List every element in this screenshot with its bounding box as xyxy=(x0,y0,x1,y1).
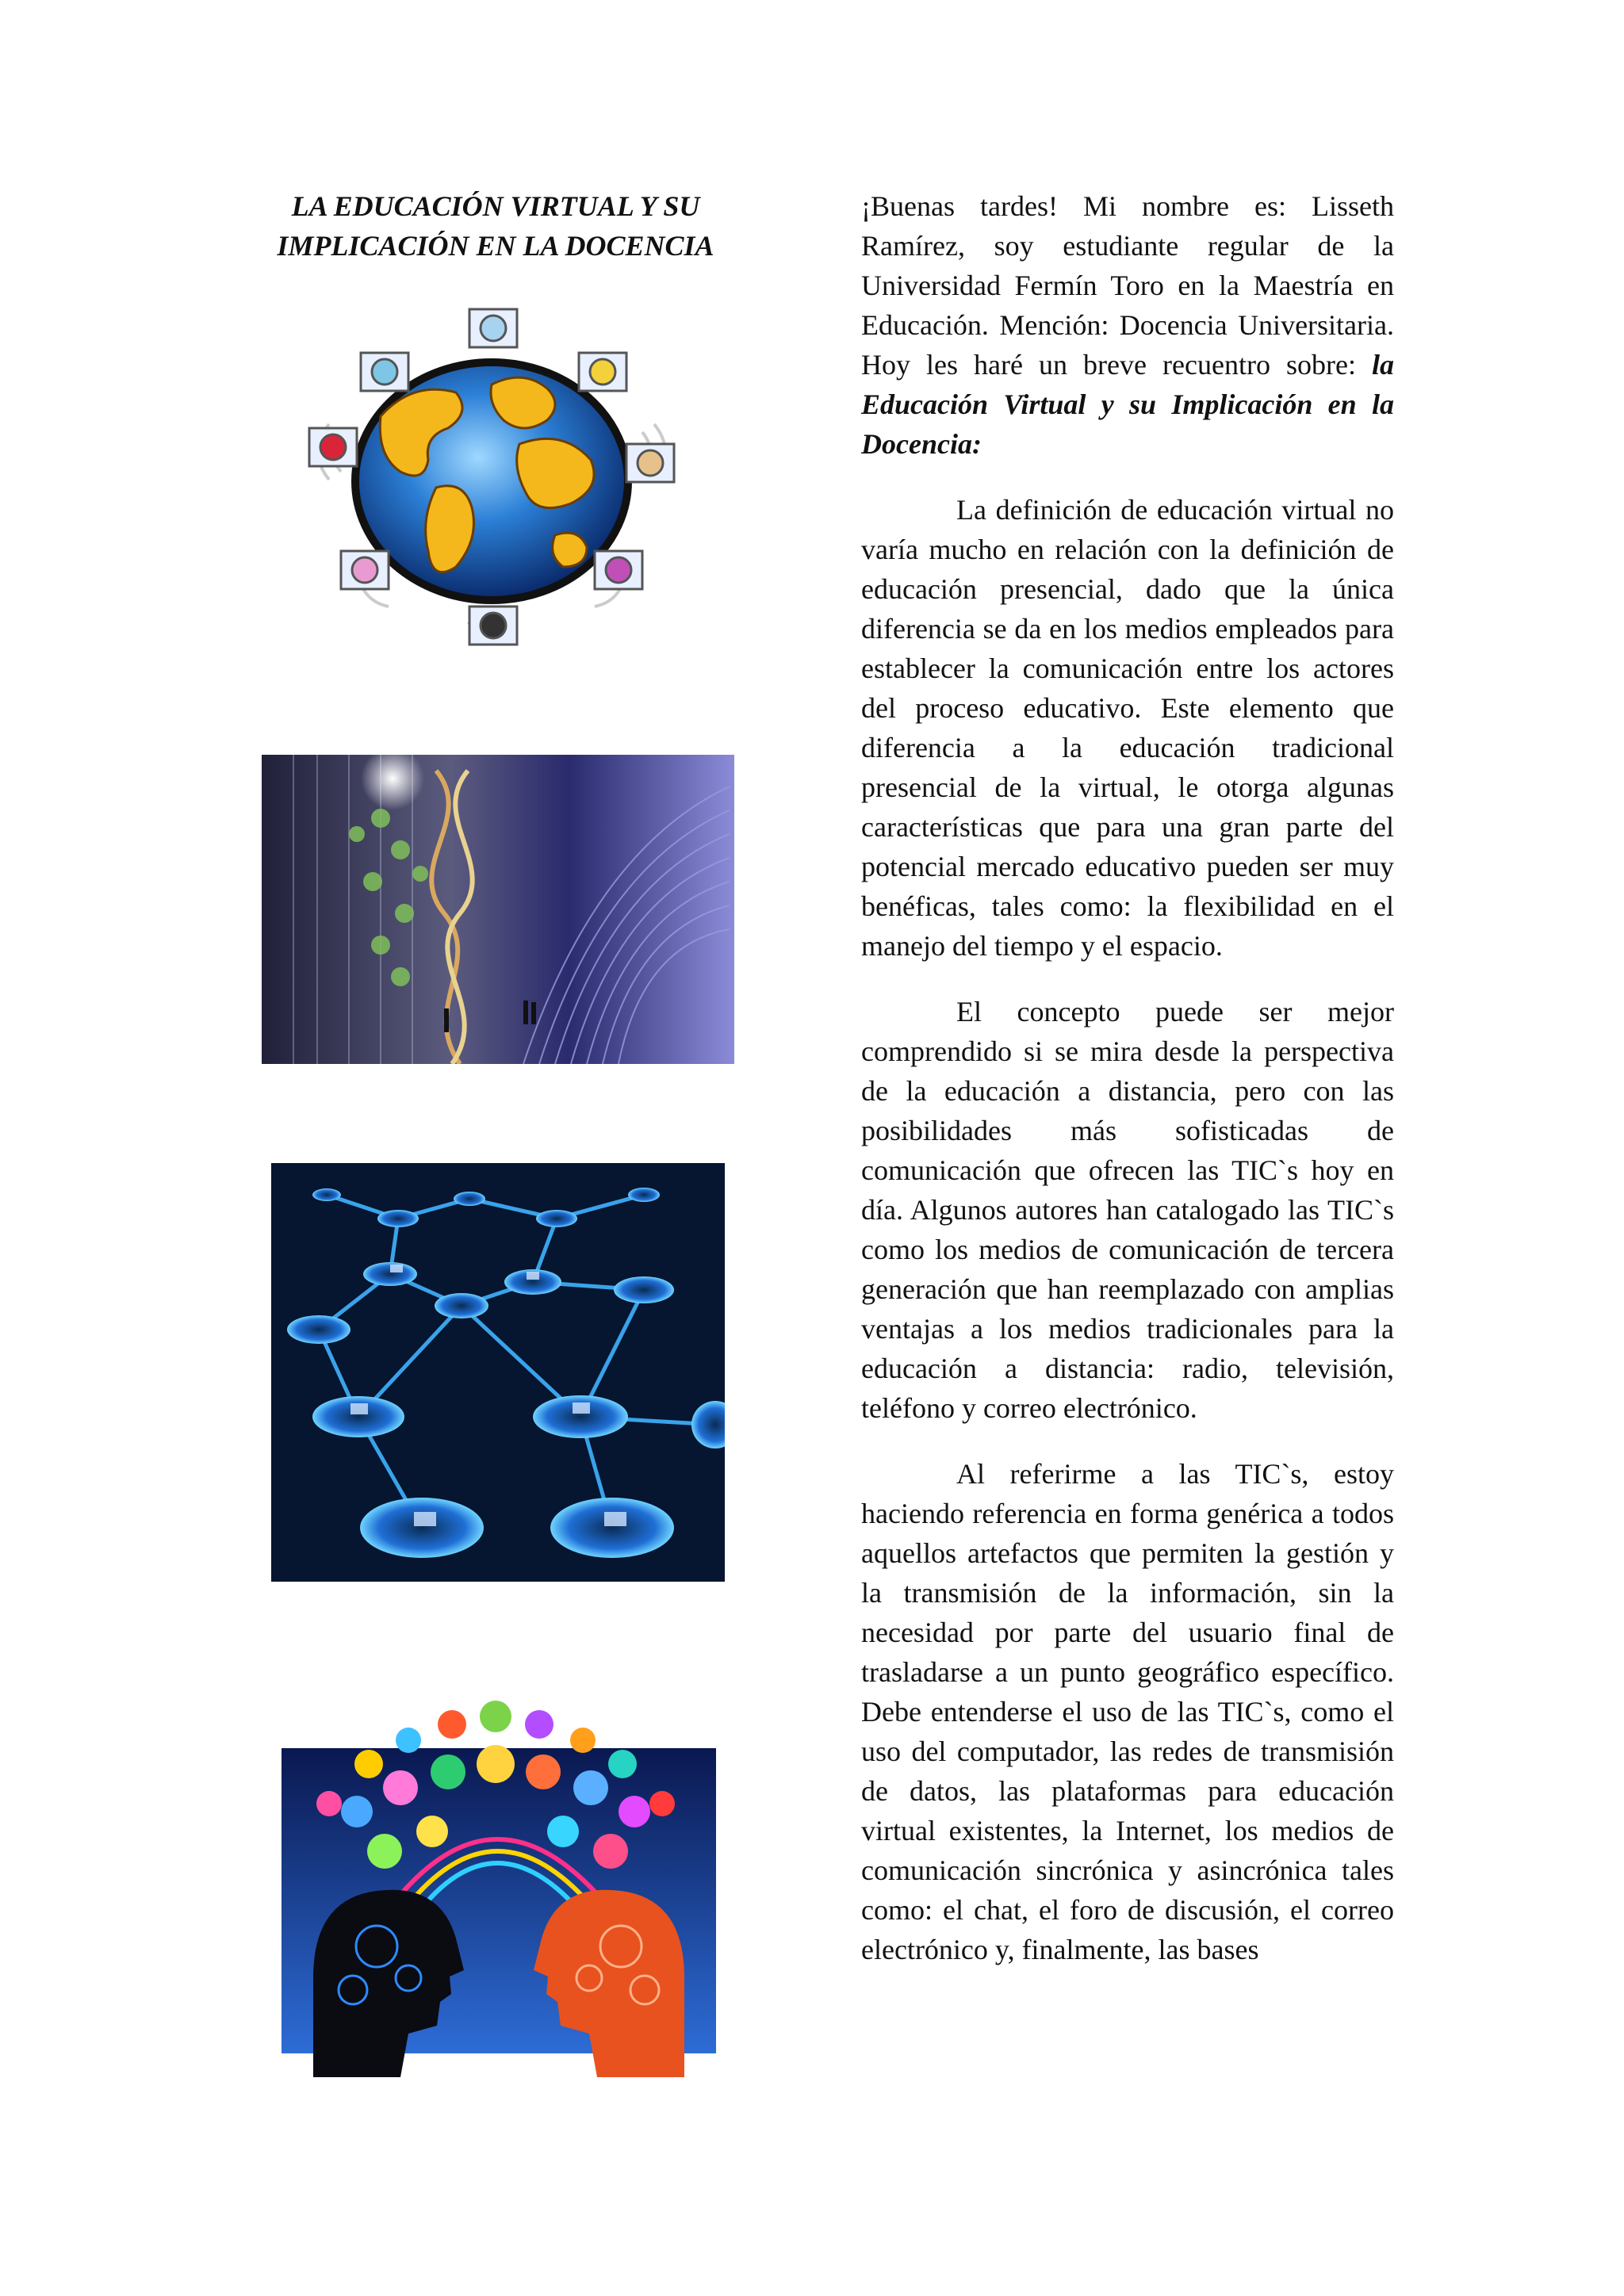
globe-network-image xyxy=(293,297,690,662)
article-body xyxy=(861,186,1394,1996)
intro-paragraph xyxy=(861,186,1394,464)
title-line-2: IMPLICACIÓN EN LA DOCENCIA xyxy=(277,230,714,262)
paragraph-definition: La definición de educación virtual no varía mucho en relación con la definición de educación presencial, dado que la única diferencia se da en los medios empleados para establecer la comunicación entre los actores del proceso educativo. Este elemento que diferencia a la educación tradicional presencial de la virtual, le otorga algunas características que para una gran parte del potencial mercado educativo pueden ser muy benéficas, tales como: la flexibilidad en el manejo del tiempo y el espacio. xyxy=(861,494,1394,962)
glowing-network-image xyxy=(271,1163,725,1582)
intro-emphasis: la Educación Virtual y su Implicación en la Docencia: xyxy=(861,349,1394,460)
heads-social-icons-image xyxy=(282,1677,716,2077)
dna-technology-image xyxy=(262,755,734,1064)
title-line-1: LA EDUCACIÓN VIRTUAL Y SU xyxy=(291,190,700,222)
left-column xyxy=(254,186,737,266)
document-title xyxy=(254,186,737,266)
paragraph-tics: Al referirme a las TIC`s, estoy haciendo referencia en forma genérica a todos aquellos artefactos que permiten la gestión y la transmisión de la información, sin la necesidad por parte del usuario final de trasladarse a un punto geográfico específico. Debe entenderse el uso de las TIC`s, como el uso del computador, las redes de transmisión de datos, las plataformas para educación virtual existentes, la Internet, los medios de comunicación sincrónica y asincrónica tales como: el chat, el foro de discusión, el correo electrónico y, finalmente, las bases xyxy=(861,1458,1394,1965)
paragraph-concept: El concepto puede ser mejor comprendido si se mira desde la perspectiva de la educación a distancia, pero con las posibilidades más sofisticadas de comunicación que ofrecen las TIC`s hoy en día. Algunos autores han catalogado las TIC`s como los medios de comunicación de tercera generación que han reemplazado con amplias ventajas a los medios tradicionales para la educación a distancia: radio, televisión, teléfono y correo electrónico. xyxy=(861,996,1394,1424)
intro-text: ¡Buenas tardes! Mi nombre es: Lisseth Ramírez, soy estudiante regular de la Universidad Fermín Toro en la Maestría en Educación. Mención: Docencia Universitaria. Hoy les haré un breve recuentro sobre: xyxy=(861,190,1394,381)
